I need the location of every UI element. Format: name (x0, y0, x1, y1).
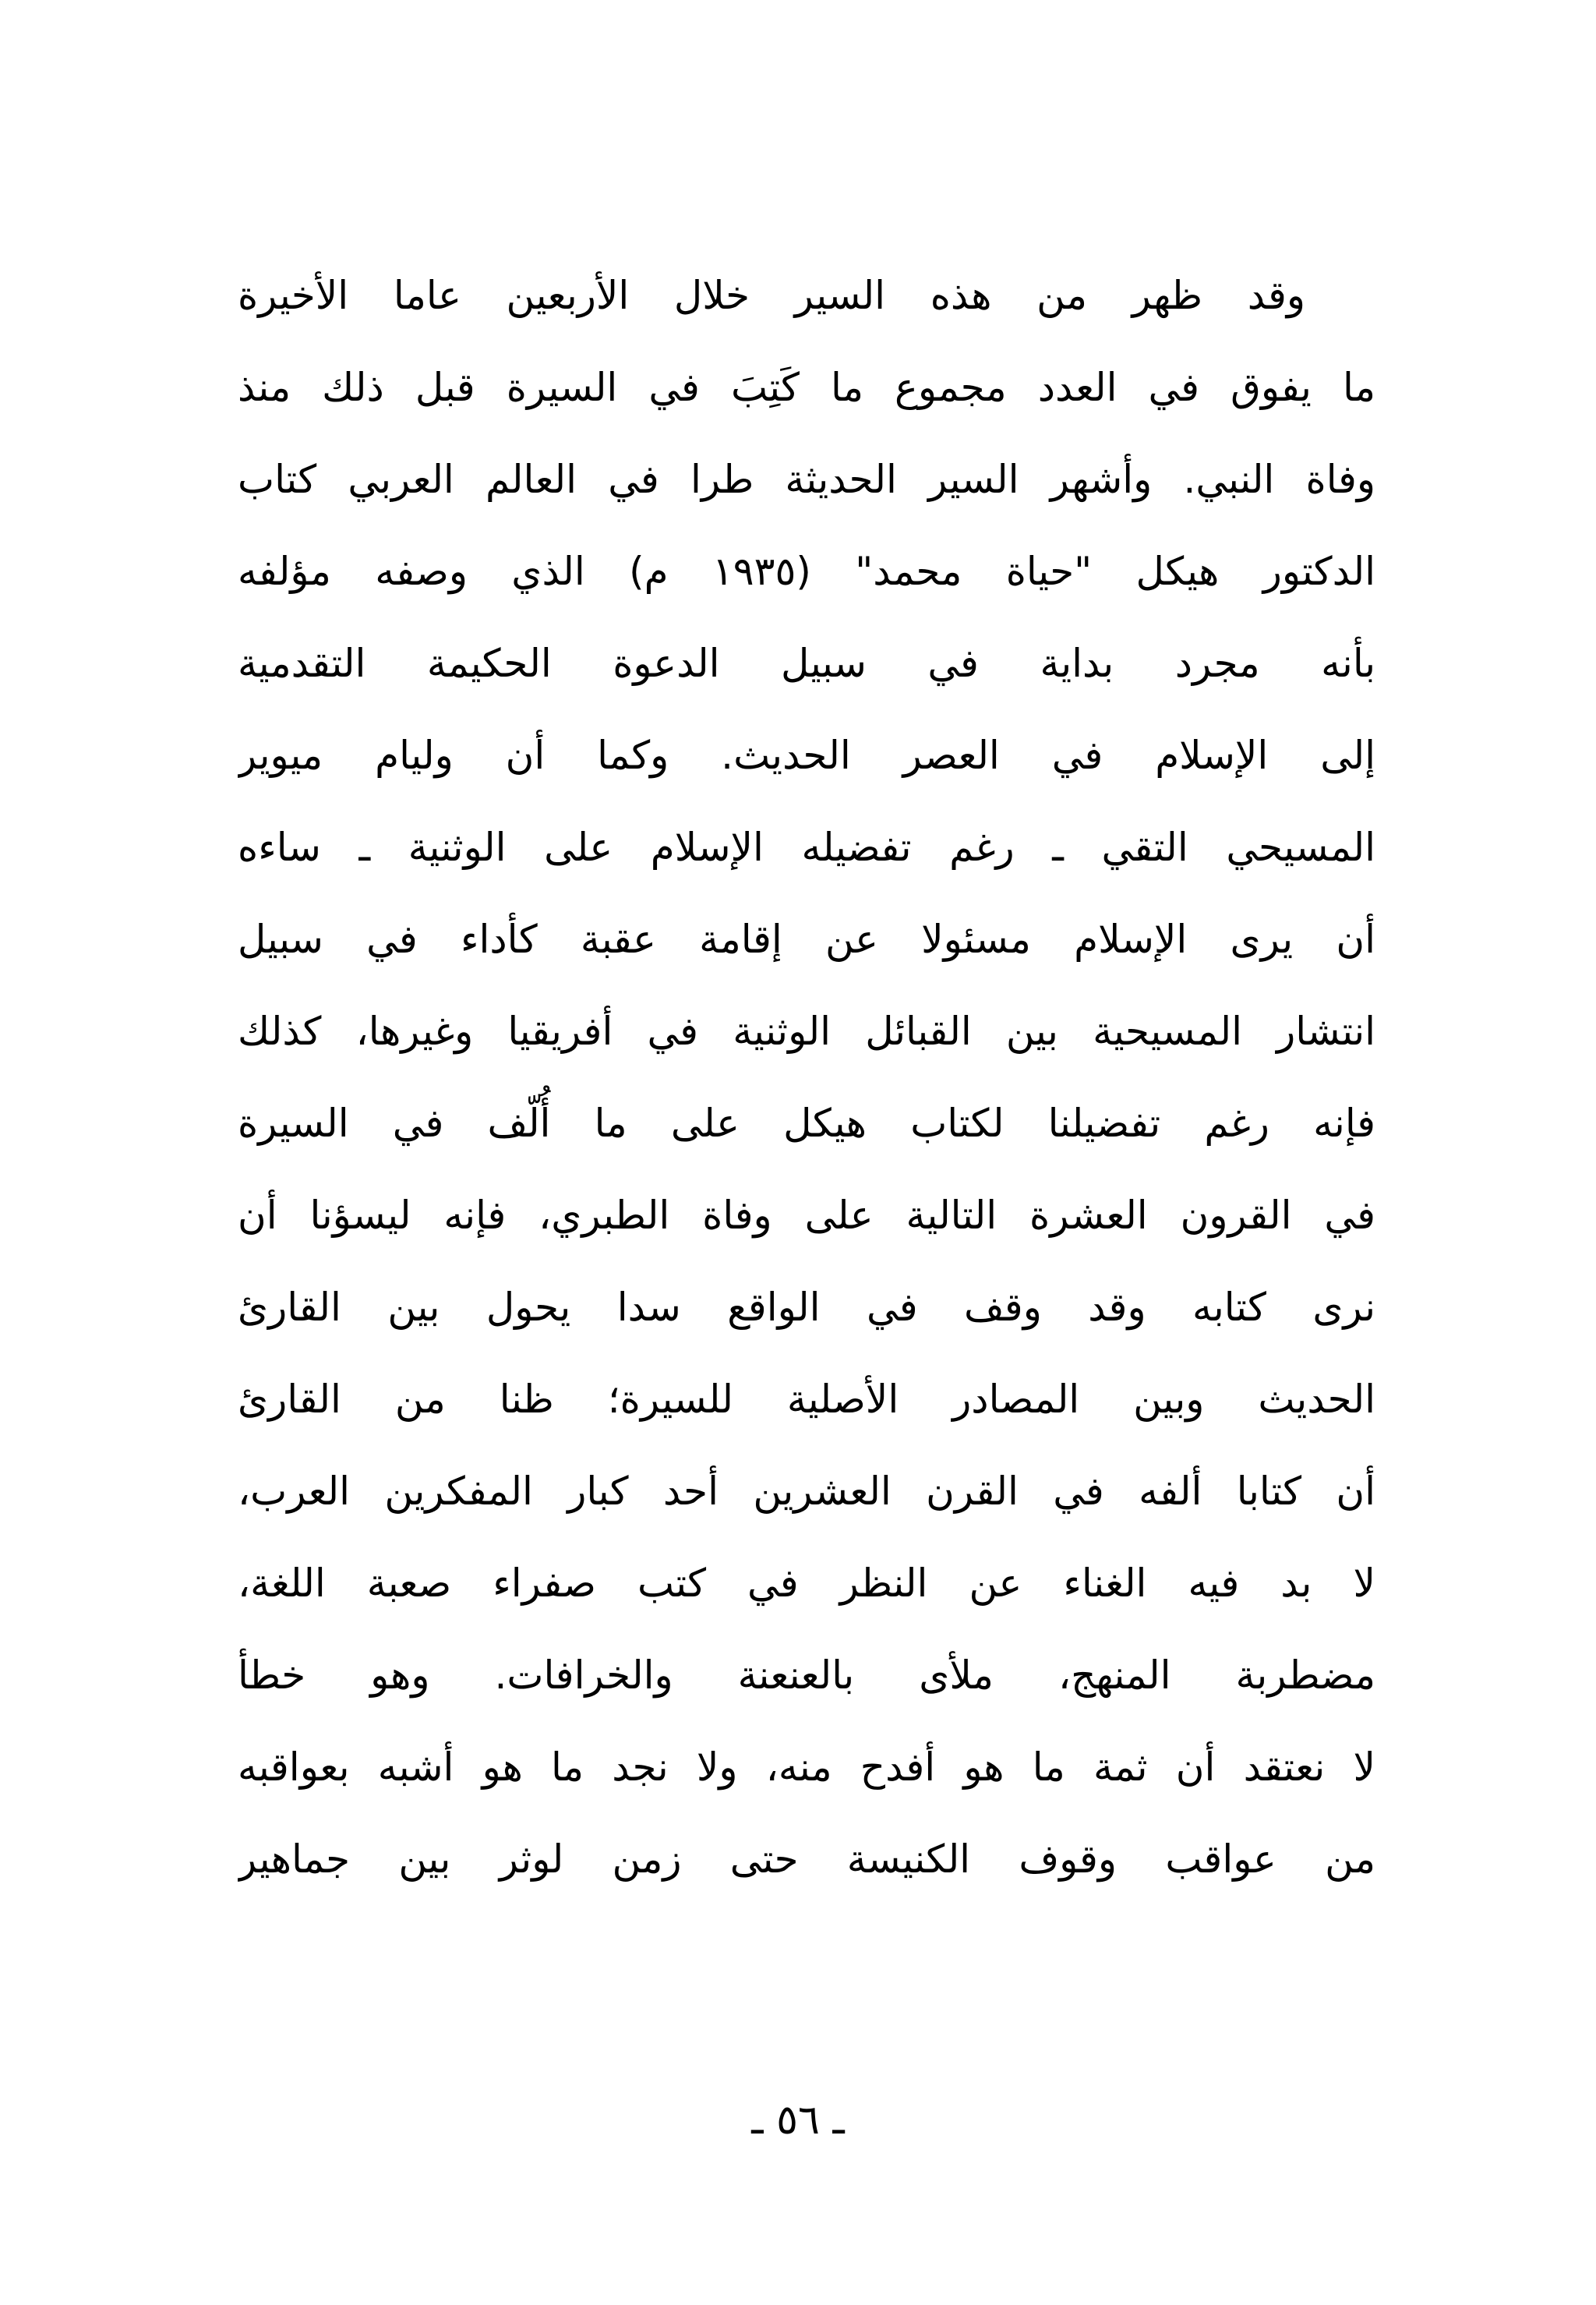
text-line: نرى كتابه وقد وقف في الواقع سدا يحول بين القارئ (238, 1285, 1375, 1330)
text-line: وفاة النبي. وأشهر السير الحديثة طرا في العالم العربي كتاب (238, 457, 1375, 502)
text-line: مضطربة المنهج، ملأى بالعنعنة والخرافات. وهو خطأ (238, 1653, 1375, 1698)
text-line: المسيحي التقي ـ رغم تفضيله الإسلام على الوثنية ـ ساءه (238, 825, 1375, 870)
text-line: أن كتابا ألفه في القرن العشرين أحد كبار المفكرين العرب، (238, 1469, 1375, 1514)
page-number: ـ ٥٦ ـ (751, 2097, 845, 2144)
text-line: أن يرى الإسلام مسئولا عن إقامة عقبة كأداء في سبيل (238, 917, 1375, 962)
text-line: ما يفوق في العدد مجموع ما كَتِبَ في السيرة قبل ذلك منذ (238, 365, 1375, 410)
text-line: وقد ظهر من هذه السير خلال الأربعين عاما الأخيرة (238, 273, 1305, 318)
text-line: في القرون العشرة التالية على وفاة الطبري، فإنه ليسؤنا أن (238, 1193, 1375, 1238)
text-line: فإنه رغم تفضيلنا لكتاب هيكل على ما أُلّف في السيرة (238, 1101, 1375, 1146)
text-line: لا بد فيه الغناء عن النظر في كتب صفراء صعبة اللغة، (238, 1561, 1375, 1606)
text-line: من عواقب وقوف الكنيسة حتى زمن لوثر بين جماهير (238, 1837, 1375, 1882)
body-paragraph (238, 249, 1375, 1905)
text-line: الحديث وبين المصادر الأصلية للسيرة؛ ظنا من القارئ (238, 1377, 1375, 1422)
text-line: الدكتور هيكل "حياة محمد" (١٩٣٥ م) الذي وصفه مؤلفه (238, 549, 1375, 594)
text-line: انتشار المسيحية بين القبائل الوثنية في أفريقيا وغيرها، كذلك (238, 1009, 1375, 1054)
text-line: لا نعتقد أن ثمة ما هو أفدح منه، ولا نجد ما هو أشبه بعواقبه (238, 1745, 1375, 1790)
text-line: إلى الإسلام في العصر الحديث. وكما أن وليام ميوير (238, 733, 1375, 778)
text-line: بأنه مجرد بداية في سبيل الدعوة الحكيمة التقدمية (238, 641, 1375, 686)
